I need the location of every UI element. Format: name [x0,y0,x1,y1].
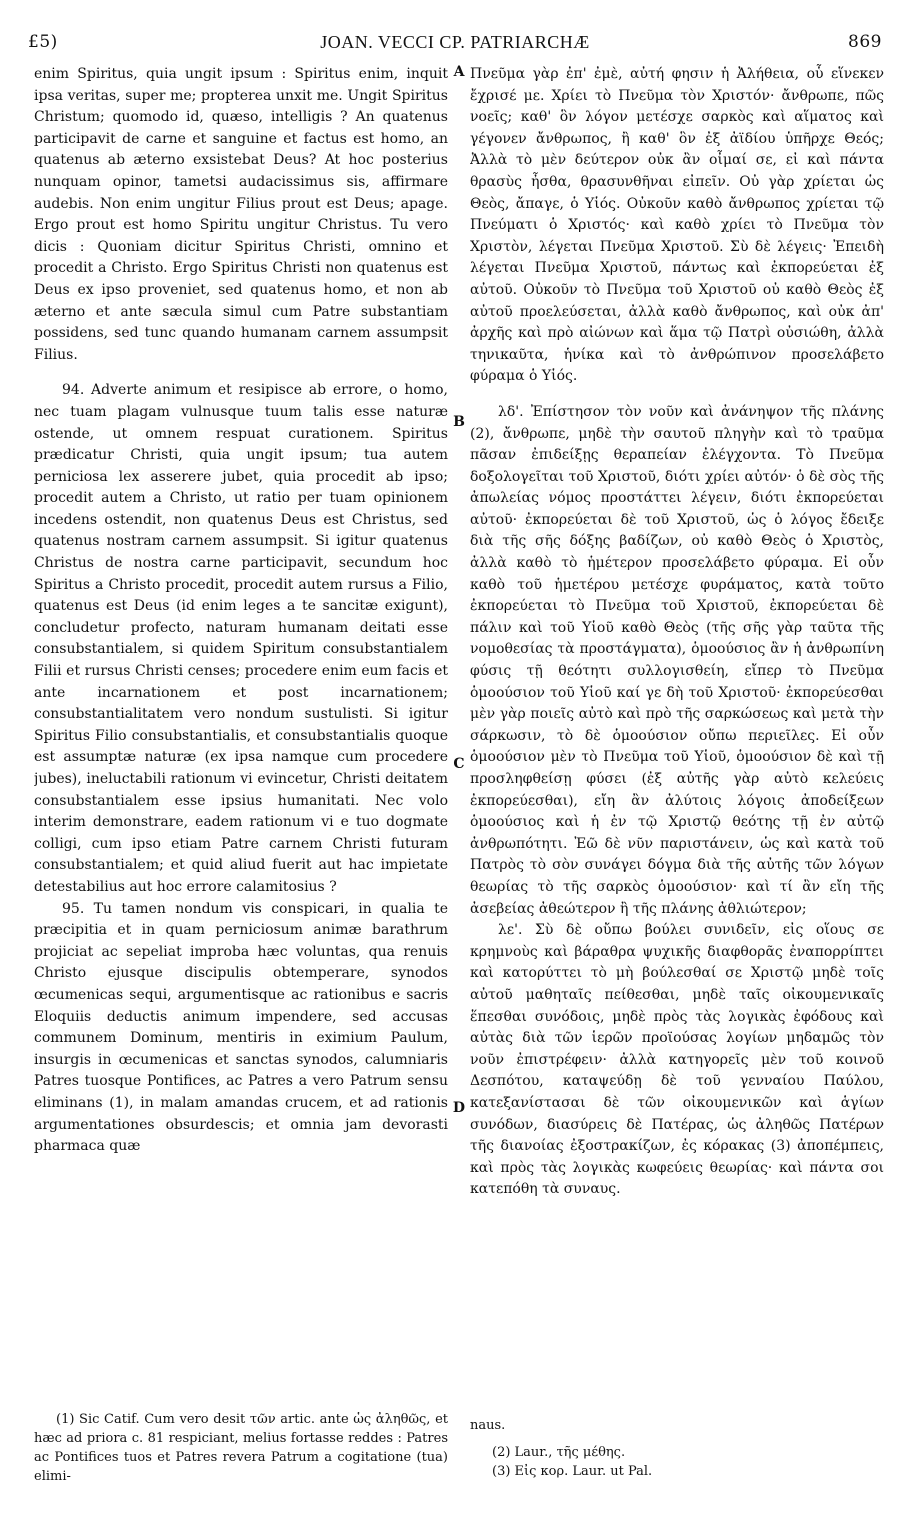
margin-marker-d: D [452,1100,466,1116]
margin-marker-b: B [453,414,465,430]
running-header [28,32,882,56]
greek-paragraph: λδ'. Ἐπίστησον τὸν νοῦν καὶ ἀνάνηψον τῆς πλάνης (2), ἄνθρωπε, μηδὲ τὴν σαυτοῦ πληγὴν καὶ τὸ τραῦμα πᾶσαν ἐπιδείξῃς θεραπείαν ἐλέγχοντα. Τὸ Πνεῦμα δοξολογεῖται τοῦ Χριστοῦ, διότι χρίει αὐτόν· ὁ δὲ σὸς τῆς ἀπωλείας νόμος προστάττει λέγειν, διότι ἐκπορεύεται αὐτοῦ· ἐκπορεύεται δὲ τοῦ Χριστοῦ, ὡς ὁ λόγος ἔδειξε διὰ τῆς σῆς δόξης βαδίζων, οὐ καθὸ Θεὸς ὁ Χριστὸς, ἀλλὰ καθὸ τὸ ἡμέτερον προσελάβετο φύραμα. Εἰ οὖν καθὸ τοῦ ἡμετέρου μετέσχε φυράματος, κατὰ τοῦτο ἐκπορεύεται τὸ Πνεῦμα τοῦ Χριστοῦ, ἐκπορεύεται δὲ πάλιν καὶ τοῦ Υἱοῦ καθὸ Θεὸς (τῆς σῆς γὰρ ταῦτα τῆς νομοθεσίας τὰ προστάγματα), ὁμοούσιος ἂν ἡ ἀνθρωπίνη φύσις τῇ θεότητι συλλογισθείη, εἴπερ τὸ Πνεῦμα ὁμοούσιον τοῦ Υἱοῦ καί γε δὴ τοῦ Χριστοῦ· ἐκπορεύεσθαι μὲν γὰρ ποιεῖς αὐτὸ καὶ πρὸ τῆς σαρκώσεως καὶ μετὰ τὴν σάρκωσιν, τὸ δὲ ὁμοούσιον οὔπω περιεῖλες. Εἰ οὖν ὁμοούσιον μὲν τὸ Πνεῦμα τοῦ Υἱοῦ, ὁμοούσιον δὲ καὶ τῇ προσληφθείσῃ φύσει (ἐξ αὐτῆς γὰρ αὐτὸ κελεύεις ἐκπορεύεσθαι), εἴη ἂν ἀλύτοις λόγοις ἀποδείξεων ὁμοούσιος καὶ ἡ ἐν τῷ Χριστῷ θεότης τῇ ἐν αὐτῷ ἀνθρωπότητι. Ἐῶ δὲ νῦν παριστάνειν, ὡς καὶ κατὰ τοῦ Πατρὸς τὸ σὸν συνάγει δόγμα διὰ τῆς αὐτῆς τῶν λόγων θεωρίας τὸ τῆς σαρκὸς ὁμοούσιον· καὶ τί ἂν εἴη τῆς ἀσεβείας ἀθεώτερον ἢ τῆς πλάνης ἀθλιώτερον; [470,403,884,917]
footnote: (3) Εἰς κορ. Laur. ut Pal. [492,1464,653,1479]
footnote: (1) Sic Catif. Cum vero desit τῶν artic. ante ὡς ἀληθῶς, et hæc ad priora c. 81 respiciant, melius fortasse reddes : Patres ac Pontifices tuos et Patres revera Patrum a cogitatione (tua) elimi- [34,1412,448,1484]
margin-marker-c: C [453,756,465,772]
greek-paragraph: Πνεῦμα γὰρ ἐπ' ἐμὲ, αὐτή φησιν ἡ Ἀλήθεια, οὗ εἵνεκεν ἔχρισέ με. Χρίει τὸ Πνεῦμα τὸν Χριστόν· ἄνθρωπε, πῶς νοεῖς; καθ' ὃν λόγον μετέσχε σαρκὸς καὶ αἵματος καὶ γέγονεν ἄνθρωπος, ἢ καθ' ὃν ἐξ ἀϊδίου ὑπῆρχε Θεός; Ἀλλὰ τὸ μὲν δεύτερον οὐκ ἂν οἶμαί σε, εἰ καὶ πάντα θρασὺς ἦσθα, θρασυνθῆναι εἰπεῖν. Οὐ γὰρ χρίεται ὡς Θεὸς, ἄπαγε, ὁ Υἱός. Οὐκοῦν καθὸ ἄνθρωπος χρίεται τῷ Πνεύματι ὁ Χριστός· καὶ καθὸ χρίει τὸ Πνεῦμα τὸν Χριστὸν, λέγεται Πνεῦμα Χριστοῦ. Σὺ δὲ λέγεις· Ἐπειδὴ λέγεται Πνεῦμα Χριστοῦ, πάντως καὶ ἐκπορεύεται ἐξ αὐτοῦ. Οὐκοῦν τὸ Πνεῦμα τοῦ Χριστοῦ οὐ καθὸ Θεὸς ἐξ αὐτοῦ προελεύσεται, ἀλλὰ καθὸ ἄνθρωπος, καὶ οὐκ ἀπ' ἀρχῆς καὶ πρὸ αἰώνων καὶ ἅμα τῷ Πατρὶ οὐσιώθη, ἀλλὰ τηνικαῦτα, ἡνίκα καὶ τὸ ἀνθρώπινον προσελάβετο φύραμα ὁ Υἱός. [470,66,884,385]
greek-column [470,64,884,1201]
greek-footnotes [470,1416,884,1481]
header-column-numbers: £5) [28,32,58,52]
latin-paragraph: 94. Adverte animum et resipisce ab errore, o homo, nec tuam plagam vulnusque tuum talis esse naturæ ostende, ut omnem respuat curationem. Spiritus prædicatur Christi, quia ungit ipsum; tua autem perniciosa lex asserere jubet, quia procedit ab ipso; procedit autem a Christo, ut ratio per tuam opinionem incedens ostendit, non quatenus Deus est Christus, sed quatenus nostram carnem assumpsit. Si igitur quatenus Christus de nostra carne participavit, secundum hoc Spiritus a Christo procedit, procedit autem rursus a Filio, quatenus est Deus (id enim leges a te sancitæ exigunt), concludetur profecto, naturam humanam deitati esse consubstantialem, si quidem Spiritum consubstantialem Filii et rursus Christi censes; procedere enim eum facis et ante incarnationem et post incarnationem; consubstantialitatem vero nondum sustulisti. Si igitur Spiritus Filio consubstantialis, et consubstantialis quoque est assumptæ naturæ (ex ipsa namque cum procedere jubes), ineluctabili rationum vi evincetur, Christi deitatem consubstantialem esse ipsius humanitati. Nec volo interim demonstrare, eadem rationum vi e tuo dogmate colligi, cum ipso etiam Patre carnem Christi futuram consubstantialem; et quid aliud fuerit aut hac impietate detestabilius aut hoc errore calamitosius ? [34,382,448,895]
page-number: 869 [848,32,882,52]
latin-paragraph: 95. Tu tamen nondum vis conspicari, in qualia te præcipitia et in quam perniciosum animæ barathrum projiciat ac sepeliat improba hæc voluntas, qua renuis Christo ejusque discipulis obtemperare, synodos œcumenicas sequi, argumentisque ac rationibus e sacris Eloquiis deductis animum impendere, sed accusas communem Dominum, mentiris in eximium Paulum, insurgis in œcumenicas et sanctas synodos, calumniaris Patres tuosque Pontifices, ac Patres a vero Patrum sensu eliminans (1), in malam amandas crucem, et ad rationis argumentationes obsurdescis; et omnia jam devorasti pharmaca quæ [34,900,448,1155]
margin-marker-a: A [453,64,465,80]
header-title: JOAN. VECCI CP. PATRIARCHÆ [320,32,590,52]
footnote-continuation: naus. [470,1418,506,1433]
greek-paragraph: λε'. Σὺ δὲ οὔπω βούλει συνιδεῖν, εἰς οἵους σε κρημνοὺς καὶ βάραθρα ψυχικῆς διαφθορᾶς ἐναπορρίπτει καὶ κατορύττει τὸ μὴ βούλεσθαί σε Χριστῷ μηδὲ τοῖς αὐτοῦ μαθηταῖς πείθεσθαι, μηδὲ ταῖς οἰκουμενικαῖς ἕπεσθαι συνόδοις, μηδὲ πρὸς τὰς λογικὰς ἐφόδους καὶ αὐτὰς διὰ τῶν ἱερῶν προϊούσας λογίων μηδαμῶς τὸν νοῦν ἐπιστρέφειν· ἀλλὰ κατηγορεῖς μὲν τοῦ κοινοῦ Δεσπότου, καταψεύδῃ δὲ τοῦ γενναίου Παύλου, κατεξανίστασαι δὲ τῶν οἰκουμενικῶν καὶ ἁγίων συνόδων, διασύρεις δὲ Πατέρας, ὡς ἀληθῶς Πατέρων τῆς διανοίας ἐξοστρακίζων, ἐς κόρακας (3) ἀποπέμπεις, καὶ πρὸς τὰς λογικὰς κωφεύεις θεωρίας· καὶ πάντα σοι κατεπόθη τὰ συναυς. [470,922,884,1198]
footnote: (2) Laur., τῆς μέθης. [492,1445,626,1460]
latin-paragraph: enim Spiritus, quia ungit ipsum : Spiritus enim, inquit ipsa veritas, super me; propterea unxit me. Ungit Spiritus Christum; quomodo id, quæso, intelligis ? An quatenus participavit de carne et sanguine et factus est homo, an quatenus ab æterno exsistebat Deus? At hoc posterius nunquam opinor, tametsi audacissimus sis, affirmare audebis. Non enim ungitur Filius prout est Deus; apage. Ergo prout est homo Spiritu ungitur Christus. Tu vero dicis : Quoniam dicitur Spiritus Christi, omnino et procedit a Christo. Ergo Spiritus Christi non quatenus est Deus ex ipso proveniet, sed quatenus homo, et non ab æterno et ante sæcula simul cum Patre substantiam possidens, sed tunc quando humanam carnem assumpsit Filius. [34,66,448,363]
latin-column [34,64,448,1158]
latin-footnotes [34,1410,448,1486]
